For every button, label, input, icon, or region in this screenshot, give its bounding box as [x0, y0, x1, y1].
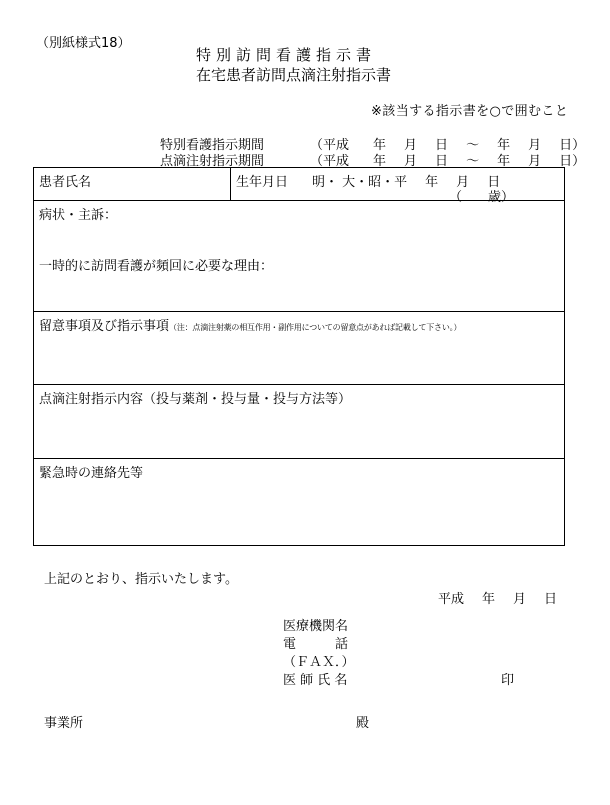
sign-era: 平成: [438, 592, 465, 607]
period-day-1: 日: [435, 154, 449, 169]
sign-day: 日: [544, 592, 558, 607]
period-day-1: 日: [435, 138, 449, 153]
period-era: （平成: [310, 154, 350, 169]
notes-cell[interactable]: [34, 312, 565, 385]
statement-text: 上記のとおり、指示いたします。: [44, 572, 238, 587]
symptom-inner: [34, 201, 564, 274]
period-tilde: ～: [466, 154, 480, 169]
page-subtitle: 在宅患者訪問点滴注射指示書: [196, 66, 392, 84]
period-tilde: ～: [466, 138, 480, 153]
patient-name-cell[interactable]: [34, 168, 231, 201]
symptom-cell[interactable]: [34, 201, 565, 312]
period-month-2: 月: [528, 154, 542, 169]
circle-instruction-note: ※該当する指示書を○で囲むこと: [371, 104, 569, 119]
date-of-birth-cell[interactable]: [231, 168, 565, 205]
table-row: [34, 168, 565, 201]
signature-date: [438, 588, 557, 607]
clinic-signature-block: [283, 618, 515, 690]
dob-inner: [231, 168, 564, 205]
dob-year: 年: [425, 175, 439, 190]
notes-label: 留意事項及び指示事項: [39, 319, 170, 334]
emergency-contact-label: 緊急時の連絡先等: [39, 466, 144, 481]
table-row: [34, 385, 565, 459]
sign-month: 月: [513, 592, 527, 607]
period-era: （平成: [310, 138, 350, 153]
table-row: [34, 459, 565, 546]
doctor-name-label: 医 師 氏 名: [283, 673, 348, 688]
period-year-1: 年: [373, 154, 387, 169]
doctor-name-row: [283, 672, 515, 690]
office-honorific: 殿: [356, 716, 370, 731]
table-row: [34, 201, 565, 312]
office-label: 事業所: [44, 716, 84, 731]
form-number: （別紙様式18）: [36, 36, 131, 51]
infusion-cell[interactable]: [34, 385, 565, 459]
dob-label: 生年月日: [236, 175, 289, 190]
period-label: 特別看護指示期間: [160, 138, 265, 153]
symptom-label: 病状・主訴：: [39, 208, 118, 223]
period-month-1: 月: [404, 138, 418, 153]
period-day-2: 日）: [559, 154, 586, 169]
period-label: 点滴注射指示期間: [160, 154, 265, 169]
notes-annotation: （注：点滴注射薬の相互作用・副作用についての留意点があれば記載して下さい。）: [169, 323, 462, 332]
reason-label: 一時的に訪問看護が頻回に必要な理由：: [39, 259, 274, 274]
phone-label: 電 話: [283, 637, 349, 652]
notes-inner: [34, 312, 564, 334]
dob-day: 日: [487, 175, 501, 190]
dob-month: 月: [456, 175, 470, 190]
seal-label: 印: [501, 673, 515, 688]
period-month-2: 月: [528, 138, 542, 153]
dob-era-options: 明・ 大・昭・平: [312, 175, 408, 190]
emergency-contact-cell[interactable]: [34, 459, 565, 546]
instruction-table: [33, 167, 565, 546]
sign-year: 年: [482, 592, 496, 607]
period-year-1: 年: [373, 138, 387, 153]
table-row: [34, 312, 565, 385]
clinic-name-label: 医療機関名: [283, 619, 349, 634]
period-year-2: 年: [497, 154, 511, 169]
period-day-2: 日）: [559, 138, 586, 153]
fax-label: （ＦＡＸ．）: [283, 655, 355, 670]
infusion-label: 点滴注射指示内容（投与薬剤・投与量・投与方法等）: [39, 392, 352, 407]
patient-name-label: 患者氏名: [39, 175, 92, 190]
page-title: 特別訪問看護指示書: [196, 46, 377, 64]
period-year-2: 年: [497, 138, 511, 153]
dob-age-field: （ 歳）: [449, 190, 515, 205]
period-month-1: 月: [404, 154, 418, 169]
